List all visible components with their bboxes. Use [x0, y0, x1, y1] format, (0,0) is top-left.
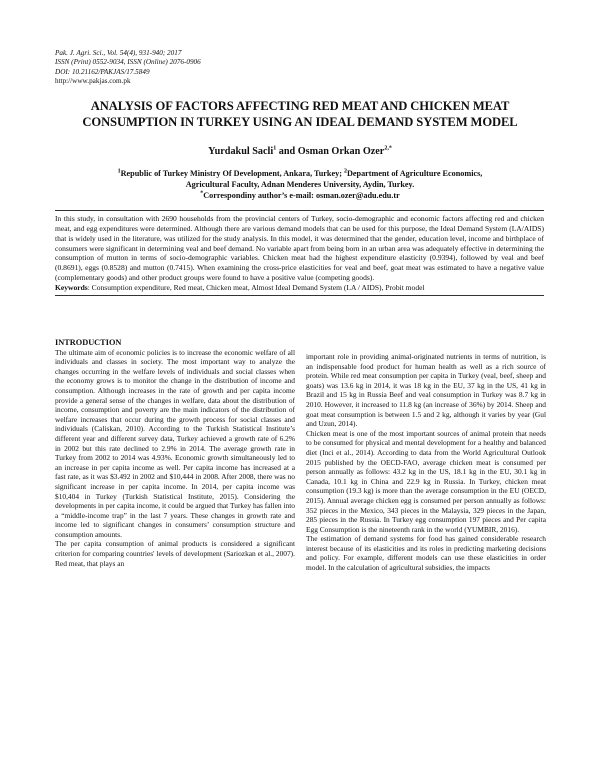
abstract-text: In this study, in consultation with 2690 households from the provincial centers of Turkey, socio-demographic and economic factors affecting red and chicken meat, and egg expenditures were determined. Although there are various demand models that can be used for this purpose, the Ideal Demand System (LA/AIDS) that is widely used in the literature, was utilized for the study analysis. In this model, it was determined that the gender, education level, income and birthplace of consumers were significant in determining veal and beef demand. No variable apart from being born in an urban area was adequately effective in determining the consumption of mutton in terms of socio-demographic variables. Chicken meat had the highest expenditure elasticity (0.9394), followed by veal and beef (0.8691), eggs (0.8528) and mutton (0.7415). When examining the cross-price elasticities for veal and beef, goat meat was estimated to have a negative value (complementary goods) and other product groups were found to have a positive value (competing goods).: [55, 214, 544, 283]
issn-line: ISSN (Print) 0552-9034, ISSN (Online) 2076-0906: [55, 58, 201, 67]
abstract-box: [55, 210, 544, 296]
affil-1-text: Republic of Turkey Ministry Of Development, Ankara, Turkey;: [120, 169, 344, 178]
intro-paragraph-1: The ultimate aim of economic policies is to increase the economic welfare of all individuals and classes in society. The most important way to analyze the changes occurring in the welfare levels of individuals and social classes when the economy grows is to monitor the change in the distribution of income and consumption. Although increases in the rate of growth and per capita income provide a general sense of the changes in welfare, data about the distribution of income, consumption and poverty are the main indicators of the distribution of welfare increases that occur during the growth process for social classes and individuals (Caliskan, 2010). According to the Turkish Statistical Institute’s different year and different survey data, Turkey achieved a growth rate of 6.2% in 2002 but this rate declined to 2.9% in 2014. The average growth rate in Turkey from 2002 to 2014 was 4.93%. Economic growth simultaneously led to an increase in per capita income as well. Per capita income has increased at a fast rate, as it was $3.492 in 2002 and $10,444 in 2008. After 2008, there was no significant increase in per capita income. In 2014, per capita income was $10,404 in Turkey (Turkish Statistical Institute, 2015). Considering the developments in per capita income, it could be argued that Turkey has fallen into a “middle-income trap” in the last 7 years. These changes in growth rate and income led to significant changes in consumers’ consumption structure and consumption amounts.: [55, 347, 295, 539]
author-conjunction: and: [276, 146, 298, 157]
right-paragraph-3: The estimation of demand systems for food has gained considerable research interest because of its elasticities and its roles in predicting marketing decisions and policy. For example, different models can use these elasticities in order model. In the calculation of agricultural subsidies, the impacts: [306, 534, 546, 573]
doi-line: DOI: 10.21162/PAKJAS/17.5849: [55, 67, 150, 76]
affiliations: [40, 169, 560, 201]
right-paragraph-1: important role in providing animal-originated nutrients in terms of nutrition, is an indispensable food product for human health as well as a rich source of protein. While red meat consumption per capita in Turkey (veal, beef, sheep and goats) was 13.6 kg in 2014, it was 18 kg in the EU, 37 kg in the US, 41 kg in Brazil and 15 kg in Russia Beef and veal consumption in Turkey was 8.7 kg in 2010. However, it increased to 11.8 kg (an increase of 36%) by 2014. Sheep and goat meat consumption is between 1.5 and 2 kg, although it varies by year (Gul and Uzun, 2014).: [306, 352, 546, 429]
right-column: [306, 352, 546, 573]
section-heading-introduction: INTRODUCTION: [55, 338, 122, 347]
correspondence-line: [40, 191, 560, 202]
affil-mark-1: 1: [117, 168, 121, 175]
affil-mark-2: 2: [343, 168, 347, 175]
author-list: [40, 145, 560, 158]
intro-paragraph-2: The per capita consumption of animal products is considered a significant criterion for comparing countries' levels of development (Sariozkan et al., 2007). Red meat, that plays an: [55, 539, 295, 568]
author-2: Osman Orkan Ozer: [297, 146, 385, 157]
keywords-list: : Consumption expenditure, Red meat, Chicken meat, Almost Ideal Demand System (LA / AIDS), Probit model: [87, 282, 425, 292]
author-1-affil-mark: 1: [273, 145, 277, 152]
left-column: [55, 338, 295, 568]
corresponding-email: Correspondiny author’s e-mail: osman.ozer@adu.edu.tr: [203, 190, 400, 200]
affil-2-text: Department of Agriculture Economics,: [346, 169, 483, 178]
author-2-affil-mark: 2,*: [384, 145, 392, 152]
journal-citation: Pak. J. Agri. Sci., Vol. 54(4), 931-940; 2017: [55, 49, 182, 57]
keywords-line: [55, 283, 544, 293]
keywords-label: Keywords: [55, 282, 88, 292]
right-paragraph-2: Chicken meat is one of the most important sources of animal protein that needs to be consumed for physical and mental development for a healthy and balanced diet (Inci et al., 2014). According to data from the World Agricultural Outlook 2015 published by the OECD-FAO, average chicken meat is consumed per person annually as follows: 43.2 kg in the US, 18.1 kg in the EU, 30.1 kg in Canada, 10.1 kg in China and 22.9 kg in Russia. In Turkey, chicken meat consumption (19.3 kg) is more than the average consumption in the EU (OECD, 2015). Annual average chicken egg is consumed per person annually as follows: 352 pieces in the Mexico, 343 pieces in the Malaysia, 329 pieces in the Japan, 285 pieces in the Russia. In Turkey egg consumption 197 pieces and Per capita Egg Consumption is the nineteenth rank in the world (YUMBIR, 2016).: [306, 428, 546, 534]
affiliation-line-1: [40, 169, 560, 180]
corresponding-mark: *: [200, 189, 204, 196]
journal-url[interactable]: http://www.pakjas.com.pk: [55, 77, 131, 86]
title-line-2: CONSUMPTION IN TURKEY USING AN IDEAL DEMAND SYSTEM MODEL: [82, 115, 518, 129]
title-line-1: ANALYSIS OF FACTORS AFFECTING RED MEAT AND CHICKEN MEAT: [90, 99, 510, 113]
paper-title: [40, 98, 560, 130]
affiliation-line-2: Agricultural Faculty, Adnan Menderes University, Aydin, Turkey.: [185, 179, 415, 189]
journal-header: [55, 49, 201, 87]
author-1: Yurdakul Sacli: [208, 146, 274, 157]
